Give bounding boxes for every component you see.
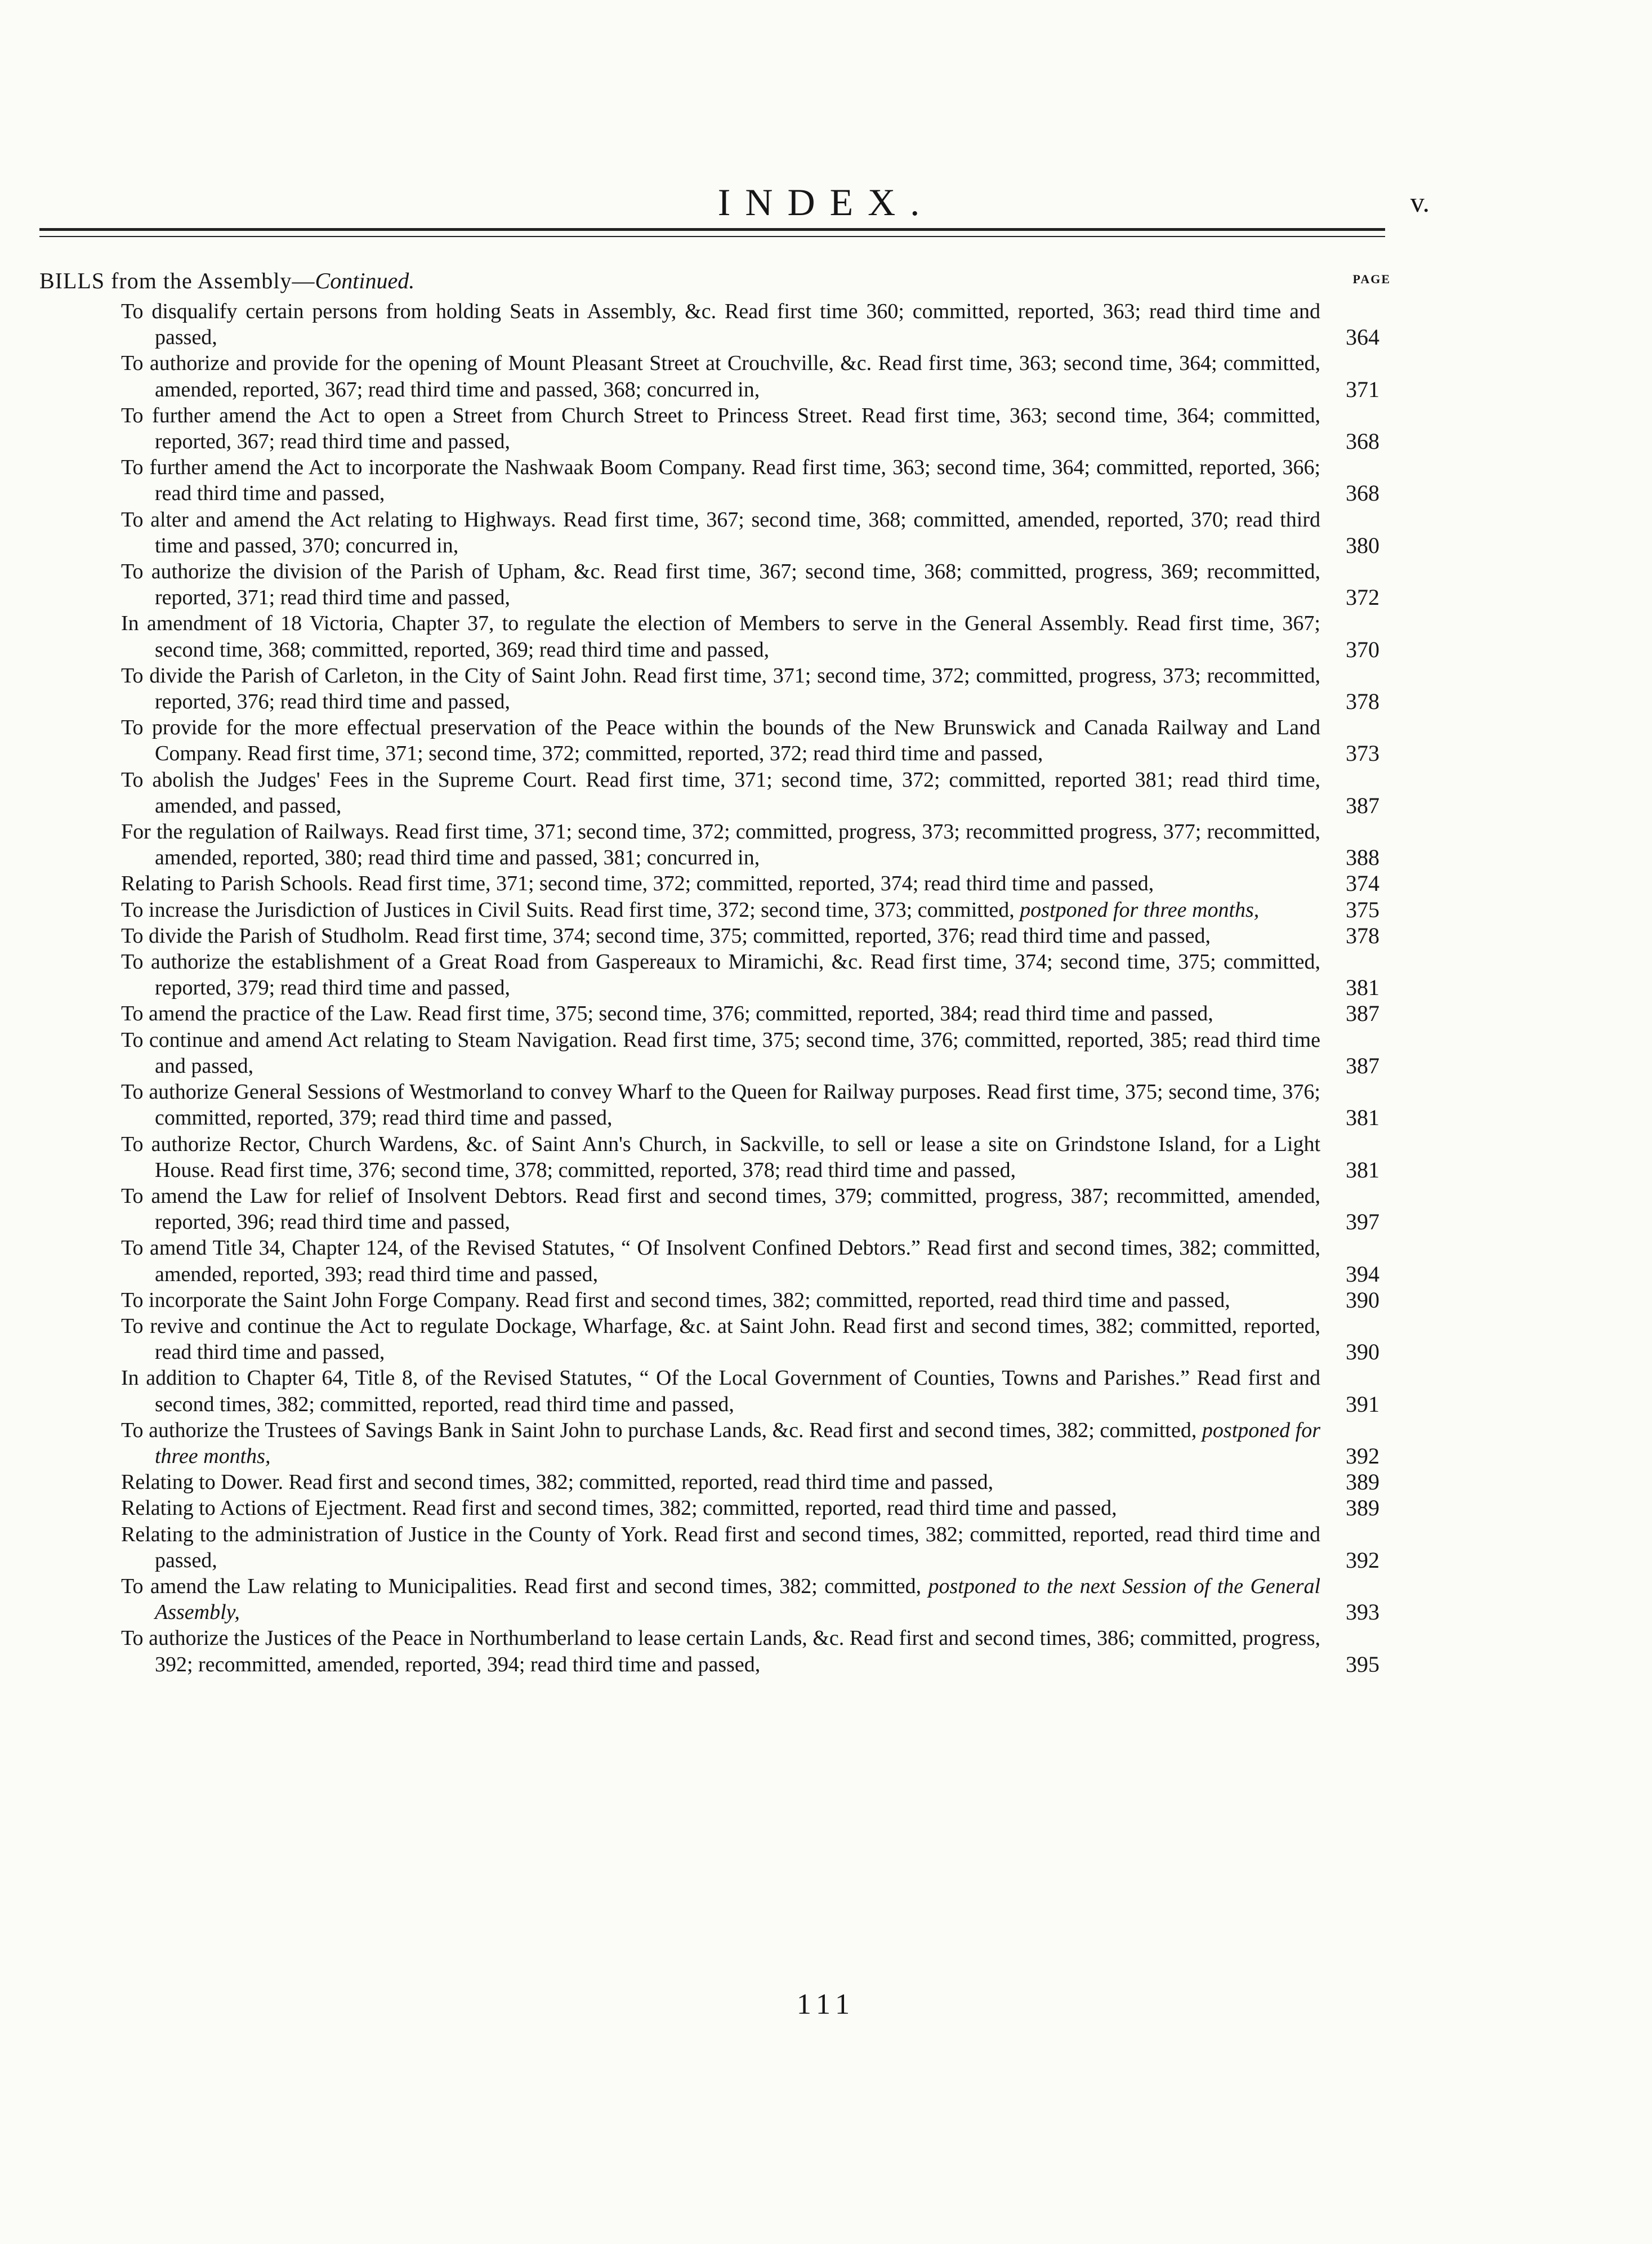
entry-text [121,1365,1379,1417]
entry-description: Relating to Actions of Ejectment. Read first and second times, 382; committed, reported, read third time and passed, [121,1496,1117,1520]
entry-page-number: 387 [1346,792,1379,818]
header-rule-thick [39,228,1385,231]
entry-text [121,559,1379,610]
entry-description: To authorize Rector, Church Wardens, &c. of Saint Ann's Church, in Sackville, to sell or lease a site on Grindstone Island, for a Light House. Read first time, 376; second time, 378; committed, reported, 378; read third time and passed, [121,1132,1320,1182]
entry-description: To divide the Parish of Studholm. Read first time, 374; second time, 375; committed, reported, 376; read third time and passed, [121,924,1211,948]
entry-text [121,767,1379,819]
entry-page-number: 378 [1346,922,1379,948]
entry-description: To increase the Jurisdiction of Justices in Civil Suits. Read first time, 372; second time, 373; committed, [121,898,1015,922]
page-header [0,169,1652,231]
entry-text [121,1079,1379,1131]
index-entry [121,298,1379,350]
entry-page-number: 381 [1346,975,1379,1001]
index-entry [121,1365,1379,1417]
section-header [39,267,1391,296]
index-entry [121,767,1379,819]
entry-text [121,610,1379,662]
entry-description: To authorize the Justices of the Peace in Northumberland to lease certain Lands, &c. Read first and second times, 386; committed, progress, 392; recommitted, amended, reported, 394; read third time and passed, [121,1626,1320,1676]
entry-page-number: 364 [1346,324,1379,350]
entry-page-number: 392 [1346,1443,1379,1469]
entry-page-number: 390 [1346,1287,1379,1313]
index-entry [121,663,1379,715]
entry-page-number: 368 [1346,429,1379,454]
entry-page-number: 397 [1346,1209,1379,1235]
signature-mark: 111 [796,1988,856,2020]
index-entry [121,1079,1379,1131]
entry-page-number: 388 [1346,845,1379,871]
page-column-label: PAGE [1352,272,1391,286]
index-entry [121,610,1379,662]
entry-text [121,1235,1379,1287]
index-entry [121,1417,1379,1469]
entry-text [121,871,1379,896]
entry-description: To alter and amend the Act relating to Highways. Read first time, 367; second time, 368; committed, amended, reported, 370; read third time and passed, 370; concurred in, [121,507,1320,557]
index-entries [121,298,1379,1678]
entry-page-number: 371 [1346,376,1379,402]
index-entry [121,1495,1379,1521]
entry-text [121,1131,1379,1183]
entry-text [121,1287,1379,1313]
entry-description: To amend Title 34, Chapter 124, of the Revised Statutes, “ Of Insolvent Confined Debtors.” Read first and second times, 382; committed, amended, reported, 393; read third time and passed, [121,1236,1320,1286]
entry-text [121,507,1379,559]
entry-text [121,1625,1379,1677]
index-entry [121,1573,1379,1625]
index-entry [121,1469,1379,1495]
page-title: INDEX. [717,181,935,224]
entry-description: To authorize and provide for the opening of Mount Pleasant Street at Crouchville, &c. Read first time, 363; second time, 364; committed, amended, reported, 367; read third time and passed, 368; concurred in, [121,351,1320,401]
entry-page-number: 368 [1346,480,1379,506]
entry-page-number: 393 [1346,1599,1379,1625]
entry-text [121,897,1379,923]
entry-description: For the regulation of Railways. Read first time, 371; second time, 372; committed, progress, 373; recommitted progress, 377; recommitted, amended, reported, 380; read third time and passed, 381; concurred in, [121,820,1320,870]
entry-text [121,1001,1379,1027]
entry-description: To amend the practice of the Law. Read first time, 375; second time, 376; committed, reported, 384; read third time and passed, [121,1002,1213,1026]
entry-text [121,1417,1379,1469]
entry-description: To amend the Law for relief of Insolvent Debtors. Read first and second times, 379; committed, progress, 387; recommitted, amended, reported, 396; read third time and passed, [121,1184,1320,1234]
index-entry [121,1131,1379,1183]
entry-description: To authorize the division of the Parish of Upham, &c. Read first time, 367; second time, 368; committed, progress, 369; recommitted, reported, 371; read third time and passed, [121,560,1320,610]
entry-description: To further amend the Act to incorporate the Nashwaak Boom Company. Read first time, 363; second time, 364; committed, reported, 366; read third time and passed, [121,456,1320,506]
entry-description: To authorize the Trustees of Savings Bank in Saint John to purchase Lands, &c. Read first and second times, 382; committed, [121,1418,1197,1442]
section-heading-main: BILLS from the Assembly— [39,268,315,293]
entry-description: To incorporate the Saint John Forge Company. Read first and second times, 382; committed, reported, read third time and passed, [121,1288,1230,1312]
entry-page-number: 389 [1346,1469,1379,1495]
entry-page-number: 372 [1346,585,1379,610]
index-entry [121,403,1379,454]
entry-description: To further amend the Act to open a Street from Church Street to Princess Street. Read first time, 363; second time, 364; committed, reported, 367; read third time and passed, [121,403,1320,454]
entry-description: To authorize General Sessions of Westmorland to convey Wharf to the Queen for Railway purposes. Read first time, 375; second time, 376; committed, reported, 379; read third time and passed, [121,1080,1320,1130]
entry-text [121,298,1379,350]
entry-page-number: 387 [1346,1052,1379,1078]
section-heading-continued: Continued. [315,268,415,293]
entry-page-number: 391 [1346,1391,1379,1417]
entry-page-number: 374 [1346,871,1379,896]
index-entry [121,454,1379,506]
index-entry [121,819,1379,871]
entry-description: Relating to Dower. Read first and second times, 382; committed, reported, read third time and passed, [121,1470,994,1494]
entry-text [121,715,1379,766]
entry-page-number: 381 [1346,1105,1379,1131]
index-entry [121,1001,1379,1027]
entry-text [121,1522,1379,1573]
entry-description: To authorize the establishment of a Great Road from Gaspereaux to Miramichi, &c. Read first time, 374; second time, 375; committed, reported, 379; read third time and passed, [121,950,1320,1000]
entry-text [121,663,1379,715]
entry-page-number: 378 [1346,689,1379,715]
entry-text [121,819,1379,871]
entry-text [121,350,1379,402]
entry-text [121,923,1379,949]
entry-page-number: 389 [1346,1495,1379,1521]
entry-description: To continue and amend Act relating to Steam Navigation. Read first time, 375; second time, 376; committed, reported, 385; read third time and passed, [121,1028,1320,1078]
entry-page-number: 387 [1346,1001,1379,1027]
entry-page-number: 375 [1346,896,1379,922]
entry-description: To disqualify certain persons from holding Seats in Assembly, &c. Read first time 360; committed, reported, 363; read third time and passed, [121,300,1320,350]
entry-italic-note: postponed for three months, [155,1418,1320,1468]
entry-page-number: 381 [1346,1157,1379,1183]
entry-page-number: 370 [1346,636,1379,662]
index-entry [121,715,1379,766]
index-entry [121,923,1379,949]
entry-text [121,403,1379,454]
entry-description: Relating to Parish Schools. Read first time, 371; second time, 372; committed, reported, 374; read third time and passed, [121,872,1154,896]
entry-page-number: 392 [1346,1547,1379,1573]
entry-text [121,1313,1379,1365]
index-entry [121,1522,1379,1573]
entry-description: In amendment of 18 Victoria, Chapter 37, to regulate the election of Members to serve in the General Assembly. Read first time, 367; second time, 368; committed, reported, 369; read third time and passed, [121,612,1320,662]
entry-italic-note: postponed for three months, [1020,898,1260,922]
entry-description: To divide the Parish of Carleton, in the City of Saint John. Read first time, 371; second time, 372; committed, progress, 373; recommitted, reported, 376; read third time and passed, [121,663,1320,714]
entry-description: To revive and continue the Act to regulate Dockage, Wharfage, &c. at Saint John. Read first and second times, 382; committed, reported, read third time and passed, [121,1314,1320,1364]
entry-text [121,1495,1379,1521]
entry-description: Relating to the administration of Justice in the County of York. Read first and second times, 382; committed, reported, read third time and passed, [121,1522,1320,1572]
page-number: v. [1410,186,1430,218]
entry-page-number: 373 [1346,740,1379,766]
entry-text [121,454,1379,506]
index-entry [121,871,1379,896]
entry-description: To abolish the Judges' Fees in the Supreme Court. Read first time, 371; second time, 372; committed, reported 381; read third time, amended, and passed, [121,768,1320,818]
entry-description: To amend the Law relating to Municipalities. Read first and second times, 382; committed, [121,1574,922,1598]
index-entry [121,350,1379,402]
index-entry [121,1235,1379,1287]
index-entry [121,559,1379,610]
entry-text [121,1183,1379,1235]
header-rule-thin [39,236,1385,237]
entry-page-number: 380 [1346,532,1379,558]
entry-page-number: 394 [1346,1261,1379,1287]
index-entry [121,507,1379,559]
index-entry [121,949,1379,1001]
entry-description: To provide for the more effectual preservation of the Peace within the bounds of the New Brunswick and Canada Railway and Land Company. Read first time, 371; second time, 372; committed, reported, 372; read third time and passed, [121,716,1320,766]
index-entry [121,897,1379,923]
entry-text [121,949,1379,1001]
entry-text [121,1027,1379,1079]
entry-page-number: 390 [1346,1339,1379,1365]
index-entry [121,1183,1379,1235]
entry-description: In addition to Chapter 64, Title 8, of the Revised Statutes, “ Of the Local Government of Counties, Towns and Parishes.” Read first and second times, 382; committed, reported, read third time and passed, [121,1366,1320,1416]
index-entry [121,1287,1379,1313]
index-entry [121,1027,1379,1079]
section-heading [39,267,414,294]
entry-page-number: 395 [1346,1651,1379,1677]
index-entry [121,1313,1379,1365]
entry-text [121,1469,1379,1495]
entry-text [121,1573,1379,1625]
entry-italic-note: postponed to the next Session of the General Assembly, [155,1574,1320,1625]
index-entry [121,1625,1379,1677]
